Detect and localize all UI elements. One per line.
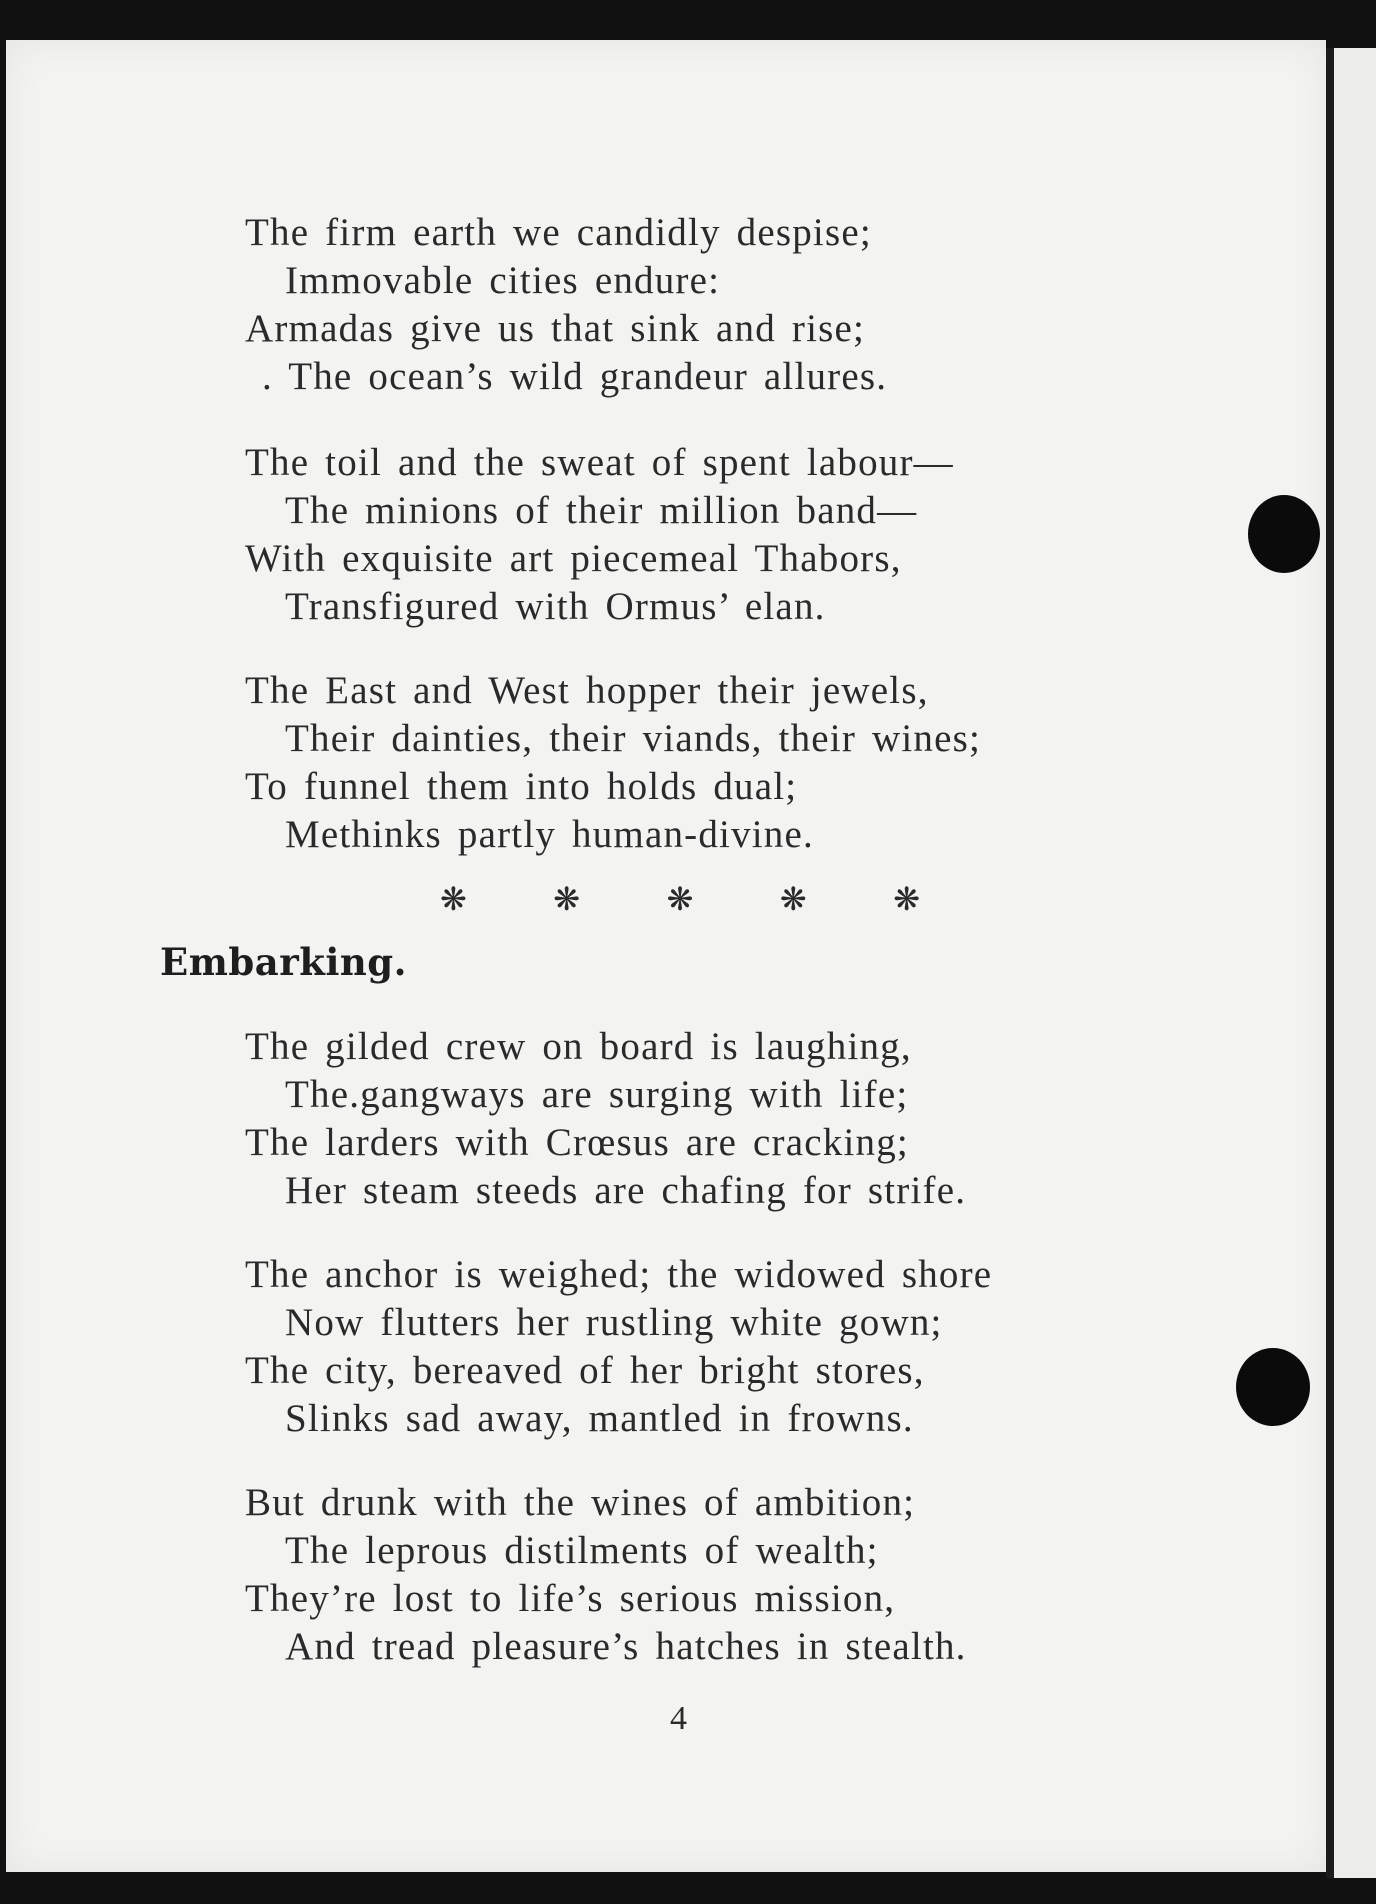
section-title: Embarking. [160, 940, 408, 984]
poem-line: Transfigured with Ormus’ elan. [285, 585, 826, 628]
poem-line: The city, bereaved of her bright stores, [245, 1349, 925, 1392]
poem-line: But drunk with the wines of ambition; [245, 1481, 916, 1524]
asterism-star: ❋ [666, 881, 694, 917]
page-number: 4 [670, 1700, 687, 1737]
poem-line: And tread pleasure’s hatches in stealth. [285, 1625, 967, 1668]
poem-line: Methinks partly human-divine. [285, 813, 814, 856]
asterism-star: ❋ [893, 881, 920, 917]
poem-line: The toil and the sweat of spent labour— [245, 441, 954, 484]
asterism-star: ❋ [779, 881, 807, 917]
section-separator [440, 880, 920, 930]
poem-line: The leprous distilments of wealth; [285, 1529, 879, 1572]
next-page-edge [1326, 48, 1376, 1878]
poem-line: They’re lost to life’s serious mission, [245, 1577, 896, 1620]
poem-line: Immovable cities endure: [285, 259, 721, 302]
poem-line: Her steam steeds are chafing for strife. [285, 1169, 967, 1212]
asterism-star: ❋ [440, 881, 467, 917]
poem-line: The larders with Crœsus are cracking; [245, 1121, 909, 1164]
poem-line: The East and West hopper their jewels, [245, 669, 929, 712]
asterism-star: ❋ [553, 881, 581, 917]
punch-hole-top [1248, 495, 1320, 573]
poem-line: Their dainties, their viands, their wines; [285, 717, 981, 760]
poem-line: The.gangways are surging with life; [285, 1073, 909, 1116]
poem-line: The minions of their million band— [285, 489, 918, 532]
poem-line: . The ocean’s wild grandeur allures. [262, 355, 888, 398]
poem-line: Armadas give us that sink and rise; [245, 307, 866, 350]
poem-line: The anchor is weighed; the widowed shore [245, 1253, 993, 1296]
poem-line: Now flutters her rustling white gown; [285, 1301, 943, 1344]
poem-line: Slinks sad away, mantled in frowns. [285, 1397, 914, 1440]
punch-hole-bottom [1236, 1348, 1310, 1426]
poem-line: The gilded crew on board is laughing, [245, 1025, 912, 1068]
poem-line: To funnel them into holds dual; [245, 765, 798, 808]
poem-line: The firm earth we candidly despise; [245, 211, 872, 254]
poem-line: With exquisite art piecemeal Thabors, [245, 537, 902, 580]
